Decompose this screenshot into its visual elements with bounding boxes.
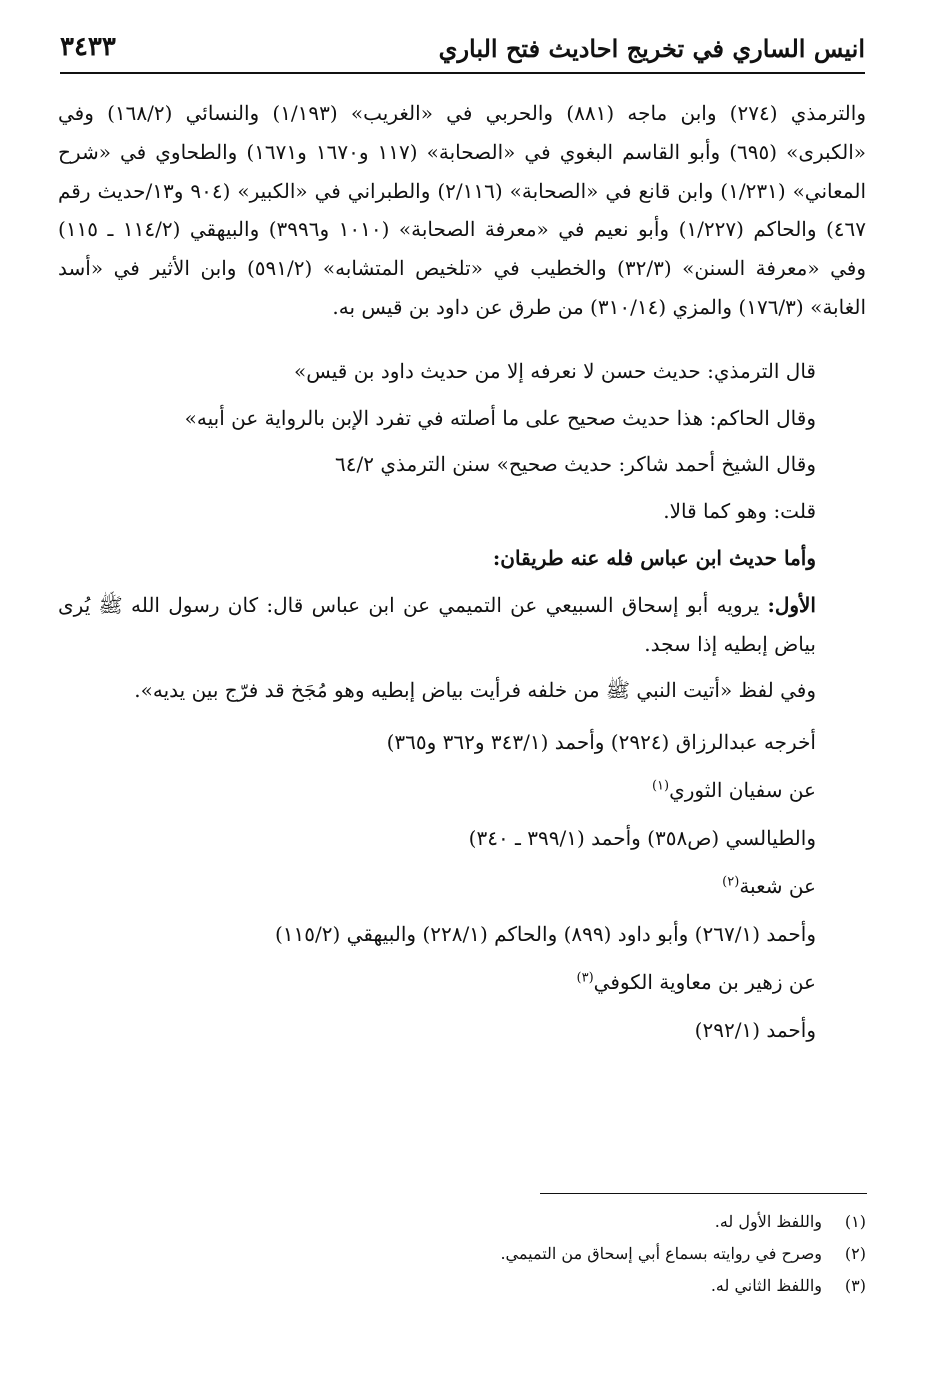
footnotes [300, 1206, 866, 1302]
quote-author: قلت: وهو كما قالا. [663, 499, 816, 524]
footnote-text: وصرح في روايته بسماع أبي إسحاق من التميمي. [500, 1244, 822, 1263]
header-rule [60, 72, 865, 74]
footnote-number: (٣) [844, 1276, 866, 1295]
footnote-ref[interactable]: (٣) [576, 970, 594, 986]
header-title: انيس الساري في تخريج احاديث فتح الباري [438, 34, 865, 63]
main-text [58, 94, 866, 1054]
footnote [300, 1270, 866, 1302]
first-text: يرويه أبو إسحاق السبيعي عن التميمي عن ابن عباس قال: كان رسول الله ﷺ يُرى بياض إبطيه إذا سجد. [58, 592, 816, 656]
narrator-text: عن شعبة [739, 874, 816, 899]
footnote [300, 1238, 866, 1270]
footnote-number: (٢) [844, 1244, 866, 1263]
takhrij-line [58, 958, 866, 1006]
footnote-text: واللفظ الثاني له. [710, 1276, 822, 1295]
takhrij-line: والطيالسي (ص٣٥٨) وأحمد (٣٩٩/١ ـ ٣٤٠) [468, 826, 816, 851]
footnote-text: واللفظ الأول له. [714, 1212, 822, 1231]
footnote [300, 1206, 866, 1238]
page-number: ٣٤٣٣ [60, 32, 116, 62]
quote-tirmidhi: قال الترمذي: حديث حسن لا نعرفه إلا من حديث داود بن قيس» [294, 358, 816, 383]
footnote-ref[interactable]: (١) [651, 778, 670, 794]
takhrij-line [58, 862, 866, 910]
first-label: الأول: [767, 592, 816, 617]
paragraph-takhrij: والترمذي (٢٧٤) وابن ماجه (٨٨١) والحربي في «الغريب» (١/١٩٣) والنسائي (١٦٨/٢) وفي «الكبرى» (٦٩٥) وأبو القاسم البغوي في «الصحابة» (١١٧ و١٦٧٠ و١٦٧١) والطحاوي في «شرح المعاني» (١/٢٣١) وابن قانع في «الصحابة» (٢/١١٦) والطبراني في «الكبير» (٩٠٤ و١٣/حديث رقم ٤٦٧) والحاكم (١/٢٢٧) وأبو نعيم في «معرفة الصحابة» (١٠١٠ و٣٩٩٦) والبيهقي (١١٤/٢ ـ ١١٥) وفي «معرفة السنن» (٣٢/٣) والخطيب في «تلخيص المتشابه» (٥٩١/٢) وابن الأثير في «أسد الغابة» (١٧٦/٣) والمزي (٣١٠/١٤) من طرق عن داود بن قيس به. [58, 101, 867, 319]
footnote-ref[interactable]: (٢) [722, 874, 740, 890]
takhrij-line [58, 766, 866, 814]
narrator-text: عن سفيان الثوري [669, 778, 816, 803]
quote-shakir: وقال الشيخ أحمد شاكر: حديث صحيح» سنن الترمذي ٦٤/٢ [335, 452, 816, 477]
paragraph-first-route [58, 586, 866, 664]
running-header [60, 30, 865, 74]
paragraph-lafz: وفي لفظ «أتيت النبي ﷺ من خلفه فرأيت بياض إبطيه وهو مُجَخ قد فرّج بين يديه». [134, 678, 816, 703]
footnote-separator [540, 1193, 867, 1194]
takhrij-line: أخرجه عبدالرزاق (٢٩٢٤) وأحمد (٣٤٣/١ و٣٦٢ و٣٦٥) [386, 730, 816, 755]
section-heading: وأما حديث ابن عباس فله عنه طريقان: [492, 545, 816, 570]
takhrij-line: وأحمد (٢٦٧/١) وأبو داود (٨٩٩) والحاكم (٢٢٨/١) والبيهقي (١١٥/٢) [274, 922, 816, 947]
narrator-text: عن زهير بن معاوية الكوفي [593, 970, 816, 995]
quote-hakim: وقال الحاكم: هذا حديث صحيح على ما أصلته في تفرد الإبن بالرواية عن أبيه» [184, 405, 816, 430]
footnote-number: (١) [844, 1212, 866, 1231]
takhrij-line: وأحمد (٢٩٢/١) [694, 1018, 816, 1043]
